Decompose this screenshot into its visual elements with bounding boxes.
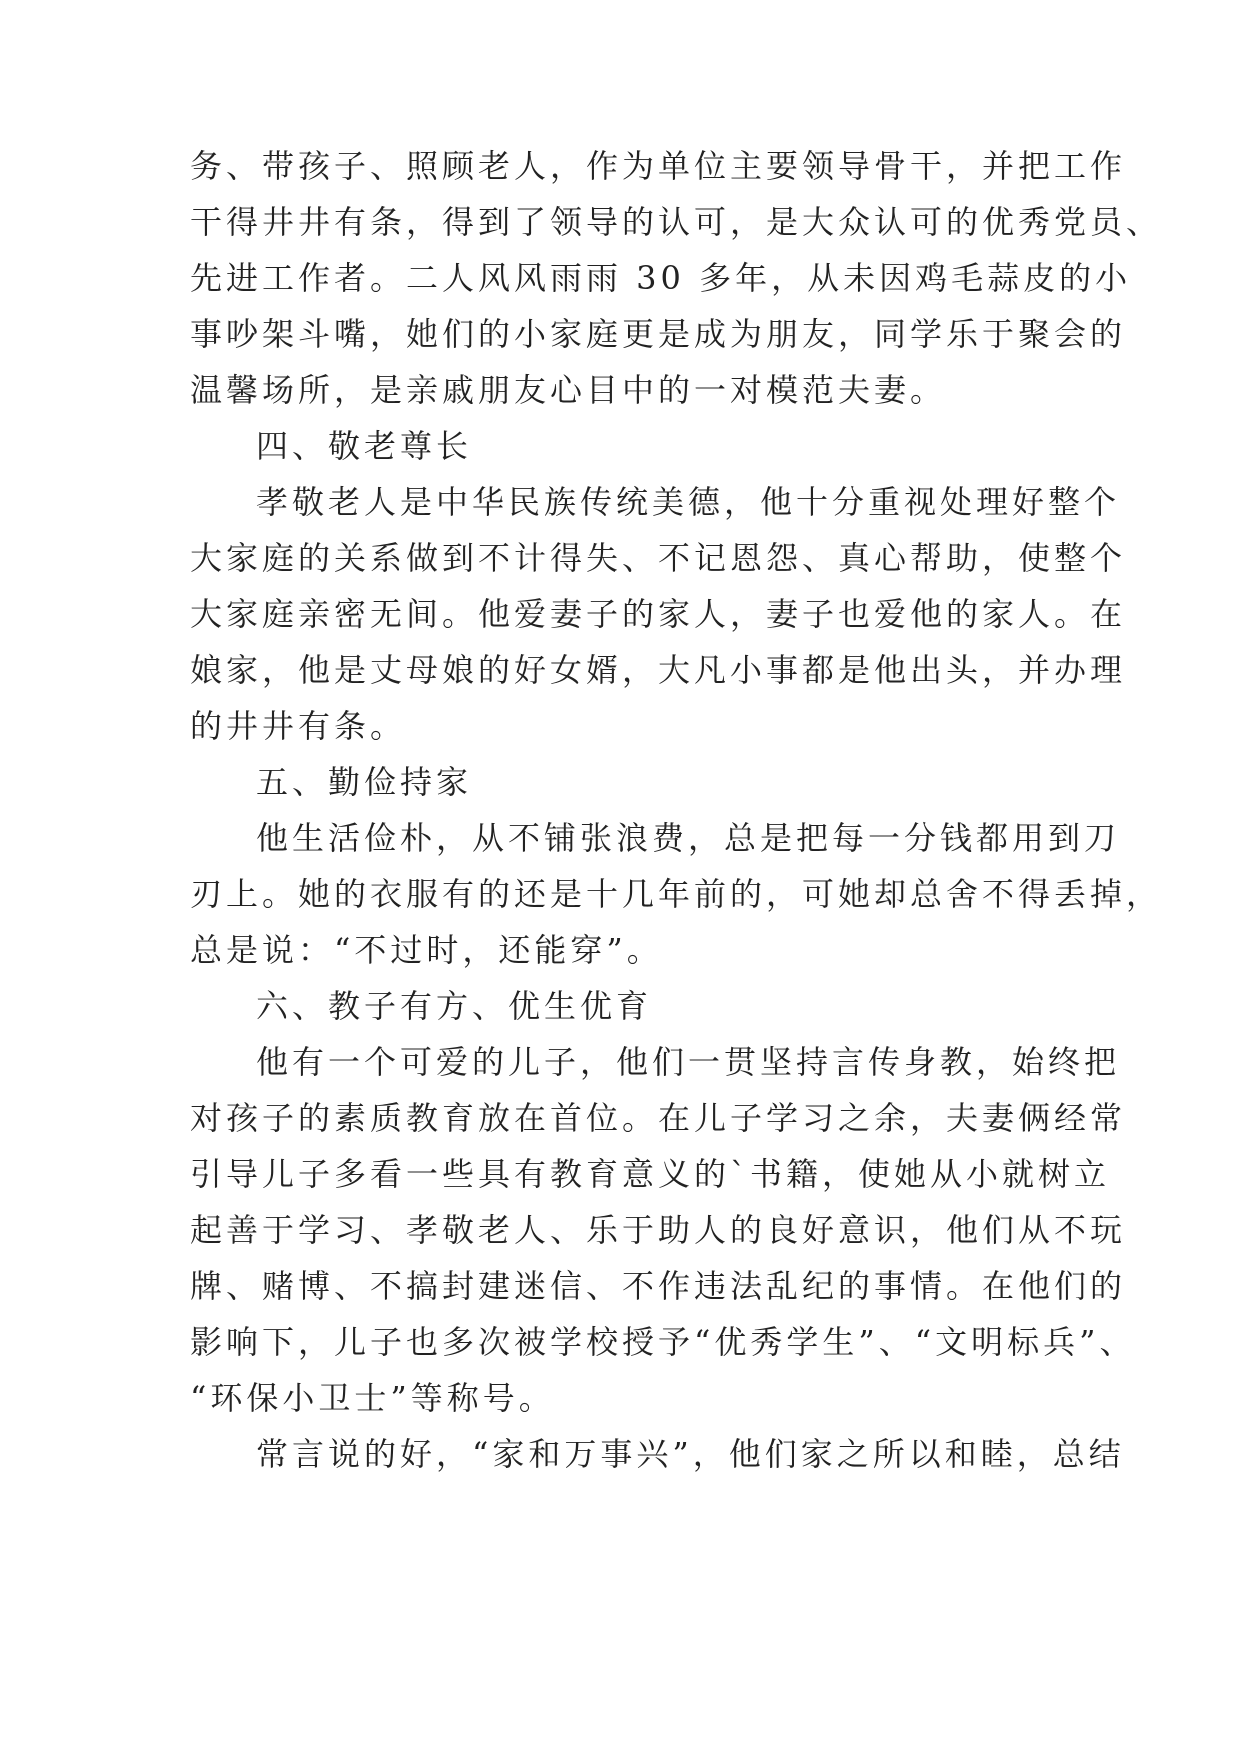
body-line: 大家庭亲密无间。他爱妻子的家人，妻子也爱他的家人。在 bbox=[190, 595, 1127, 633]
body-line: 引导儿子多看一些具有教育意义的`书籍，使她从小就树立 bbox=[190, 1155, 1111, 1193]
body-line: 务、带孩子、照顾老人，作为单位主要领导骨干，并把工作 bbox=[190, 147, 1127, 185]
body-line: 牌、赌博、不搞封建迷信、不作违法乱纪的事情。在他们的 bbox=[190, 1267, 1127, 1305]
body-line: 总是说：“不过时，还能穿”。 bbox=[190, 931, 663, 969]
body-line: “环保小卫士”等称号。 bbox=[190, 1379, 555, 1417]
paragraph-first-line: 他生活俭朴，从不铺张浪费，总是把每一分钱都用到刀 bbox=[256, 819, 1121, 857]
body-line: 对孩子的素质教育放在首位。在儿子学习之余，夫妻俩经常 bbox=[190, 1099, 1127, 1137]
body-line: 起善于学习、孝敬老人、乐于助人的良好意识，他们从不玩 bbox=[190, 1211, 1127, 1249]
body-line: 干得井井有条，得到了领导的认可，是大众认可的优秀党员、 bbox=[190, 203, 1163, 241]
section-heading: 五、勤俭持家 bbox=[256, 763, 473, 801]
body-line: 先进工作者。二人风风雨雨 30 多年，从未因鸡毛蒜皮的小 bbox=[190, 259, 1132, 297]
paragraph-first-line: 他有一个可爱的儿子，他们一贯坚持言传身教，始终把 bbox=[256, 1043, 1121, 1081]
body-line: 影响下，儿子也多次被学校授予“优秀学生”、“文明标兵”、 bbox=[190, 1323, 1136, 1361]
section-heading: 六、教子有方、优生优育 bbox=[256, 987, 653, 1025]
body-line: 刃上。她的衣服有的还是十几年前的，可她却总舍不得丢掉， bbox=[190, 875, 1163, 913]
body-line: 事吵架斗嘴，她们的小家庭更是成为朋友，同学乐于聚会的 bbox=[190, 315, 1127, 353]
section-heading: 四、敬老尊长 bbox=[256, 427, 473, 465]
paragraph-first-line: 常言说的好，“家和万事兴”，他们家之所以和睦，总结 bbox=[256, 1435, 1125, 1473]
body-line: 的井井有条。 bbox=[190, 707, 407, 745]
paragraph-first-line: 孝敬老人是中华民族传统美德，他十分重视处理好整个 bbox=[256, 483, 1121, 521]
body-line: 温馨场所，是亲戚朋友心目中的一对模范夫妻。 bbox=[190, 371, 947, 409]
body-line: 大家庭的关系做到不计得失、不记恩怨、真心帮助，使整个 bbox=[190, 539, 1127, 577]
body-line: 娘家，他是丈母娘的好女婿，大凡小事都是他出头，并办理 bbox=[190, 651, 1127, 689]
